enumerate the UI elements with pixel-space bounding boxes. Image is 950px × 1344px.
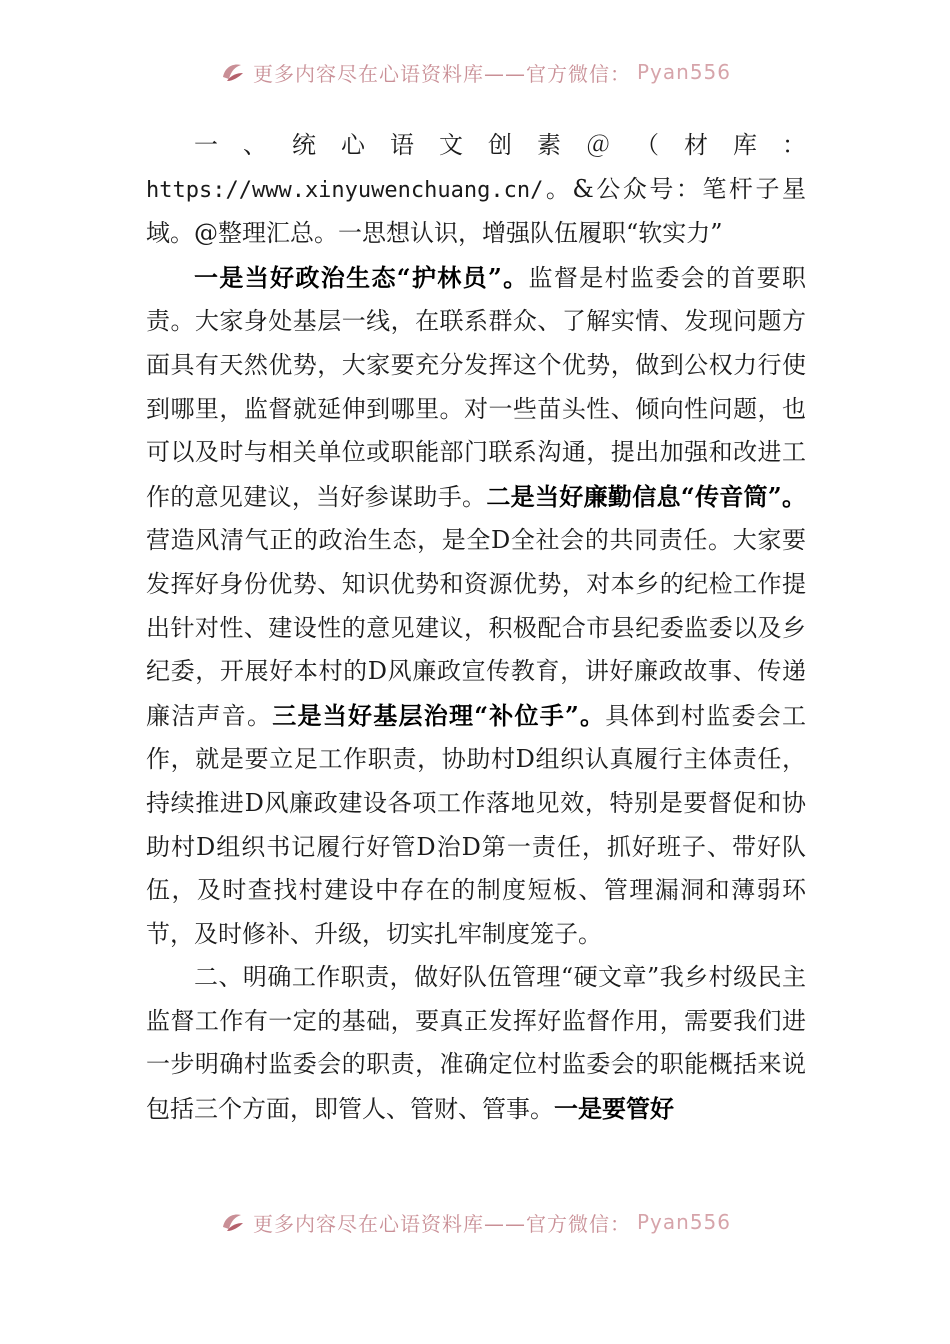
point-3-text: 具体到村监委会工作，就是要立足工作职责，协助村D组织认真履行主体责任，持续推进D风廉政建设各项工作落地见效，特别是要督促和协助村D组织书记履行好管D治D第一责任，抓好班子、带好队伍，及时查找村建设中存在的制度短板、管理漏洞和薄弱环节，及时修补、升级，切实扎牢制度笼子。 <box>146 701 807 948</box>
p1-lead: 一、统心语文创素＠（材库： <box>194 131 806 159</box>
brand-logo-icon <box>219 1209 245 1235</box>
point-1-text: 监督是村监委会的首要职责。大家身处基层一线，在联系群众、了解实情、发现问题方面具有天然优势，大家要充分发挥这个优势，做到公权力行使到哪里，监督就延伸到哪里。对一些苗头性、倾向性问题，也可以及时与相关单位或职能部门联系沟通，提出加强和改进工作的意见建议，当好参谋助手。 <box>146 263 807 511</box>
paragraph-3 <box>146 956 806 1131</box>
point-3-heading: 三是当好基层治理“补位手”。 <box>272 700 606 730</box>
watermark-text: 更多内容尽在心语资料库——官方微信： <box>252 1211 631 1236</box>
watermark-code: Pyan556 <box>636 1210 731 1234</box>
paragraph-1 <box>146 124 806 256</box>
p1-url: https://www.xinyuwenchuang.cn/ <box>146 177 544 203</box>
section-2-text: 二、明确工作职责，做好队伍管理“硬文章”我乡村级民主监督工作有一定的基础，要真正发挥好监督作用，需要我们进一步明确村监委会的职责，准确定位村监委会的职能概括来说包括三个方面，即管人、管财、管事。 <box>146 963 806 1124</box>
p1-tail: 。&公众号：笔杆子星域。@整理汇总。一思想认识，增强队伍履职“软实力” <box>146 174 806 248</box>
watermark-text: 更多内容尽在心语资料库——官方微信： <box>252 61 631 86</box>
point-1-heading: 一是当好政治生态“护林员”。 <box>194 262 529 292</box>
section-2-point-1-heading: 一是要管好 <box>554 1094 674 1124</box>
point-2-text: 营造风清气正的政治生态，是全D全社会的共同责任。大家要发挥好身份优势、知识优势和资源优势，对本乡的纪检工作提出针对性、建设性的意见建议，积极配合市县纪委监委以及乡纪委，开展好本村的D风廉政宣传教育，讲好廉政故事、传递廉洁声音。 <box>146 526 806 730</box>
brand-logo-icon <box>219 59 245 85</box>
watermark-footer <box>0 1202 950 1242</box>
watermark-code: Pyan556 <box>636 60 731 84</box>
paragraph-2 <box>146 256 806 957</box>
point-2-heading: 二是当好廉勤信息“传音筒”。 <box>486 481 807 511</box>
document-body <box>146 124 806 1132</box>
watermark-header <box>0 52 950 92</box>
